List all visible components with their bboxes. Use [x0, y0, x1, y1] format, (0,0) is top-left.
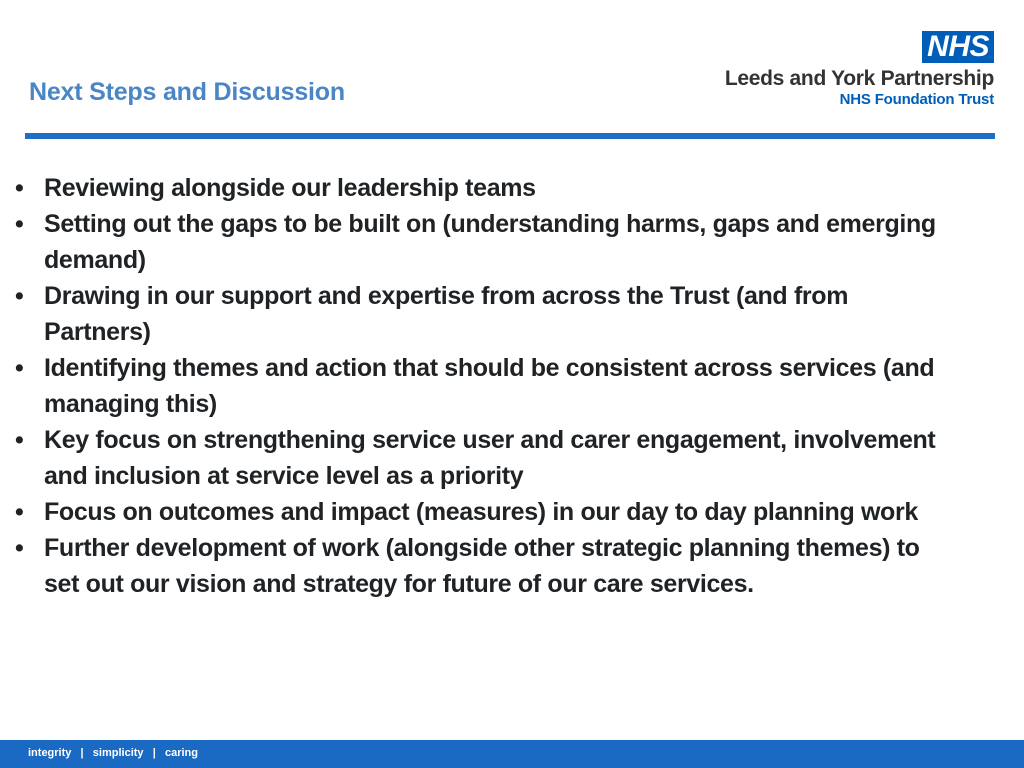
- footer-bar: [0, 740, 1024, 768]
- bullet-item: • Key focus on strengthening service user and carer engagement, involvement and inclusion at service level as a priority: [44, 422, 944, 494]
- bullet-item: • Identifying themes and action that should be consistent across services (and managing this): [44, 350, 944, 422]
- slide-title: Next Steps and Discussion: [29, 78, 345, 106]
- bullet-list: [44, 170, 944, 602]
- organisation-subtitle: NHS Foundation Trust: [839, 91, 994, 108]
- nhs-trust-logo: [725, 31, 994, 108]
- bullet-item: • Drawing in our support and expertise from across the Trust (and from Partners): [44, 278, 944, 350]
- bullet-item: • Focus on outcomes and impact (measures) in our day to day planning work: [44, 494, 944, 530]
- bullet-item: • Further development of work (alongside other strategic planning themes) to set out our vision and strategy for future of our care services.: [44, 530, 944, 602]
- bullet-item: • Setting out the gaps to be built on (understanding harms, gaps and emerging demand): [44, 206, 944, 278]
- nhs-logo-badge: NHS: [922, 31, 994, 63]
- organisation-name: Leeds and York Partnership: [724, 67, 994, 90]
- bullet-item: • Reviewing alongside our leadership teams: [44, 170, 944, 206]
- footer-values: integrity | simplicity | caring: [28, 747, 198, 759]
- header-divider: [25, 133, 995, 139]
